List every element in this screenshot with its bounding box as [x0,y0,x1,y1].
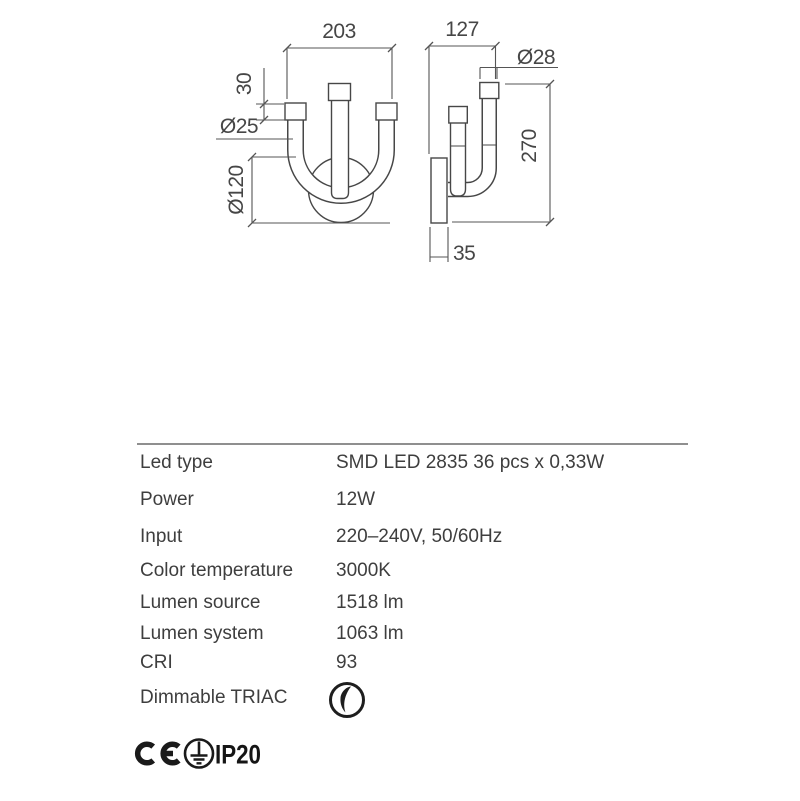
ip-rating: IP20 [215,739,261,770]
j-tube-cap [480,83,499,99]
dim-height: 270 [518,129,541,163]
spec-label: Lumen system [140,623,264,644]
spec-row-led-type [140,452,604,474]
side-front-tube-cap [449,107,468,124]
spec-label: Input [140,526,183,547]
protective-earth-icon [185,740,213,768]
table-top-rule [137,443,688,445]
spec-value: 1518 lm [336,592,404,613]
dim-plate-depth: 35 [453,242,476,265]
dimmable-icon [327,680,367,720]
spec-row-input [140,526,502,548]
wall-plate [431,158,447,223]
ce-mark-icon [138,744,179,763]
spec-label: Led type [140,452,213,473]
spec-row-color-temperature [140,560,391,582]
side-front-tube [451,122,466,196]
technical-drawing [0,0,800,300]
side-view-drawing [431,83,499,224]
spec-row-lumen-system [140,623,404,645]
spec-label: Color temperature [140,560,294,581]
spec-value: 93 [336,652,358,673]
dim-front-width: 203 [322,20,356,43]
center-tube [332,100,349,199]
spec-value: SMD LED 2835 36 pcs x 0,33W [336,452,605,473]
right-tube-cap [376,103,397,120]
spec-value: 12W [336,489,376,510]
dim-side-width: 127 [445,18,479,41]
left-tube-cap [285,103,306,120]
spec-label: Dimmable TRIAC [140,687,288,708]
spec-row-cri [140,652,357,674]
dim-tip-length: 30 [233,72,256,96]
spec-value: 3000K [336,560,391,581]
dim-tube-diameter-front: Ø25 [219,115,259,138]
front-view-drawing [285,84,397,223]
spec-label: Lumen source [140,592,261,613]
spec-label: Power [140,489,194,510]
spec-value: 220–240V, 50/60Hz [336,526,503,547]
dim-canopy-diameter: Ø120 [225,165,248,215]
spec-row-power [140,489,375,511]
spec-label: CRI [140,652,173,673]
spec-value: 1063 lm [336,623,404,644]
spec-row-dimmable [140,687,336,709]
spec-row-lumen-source [140,592,404,614]
center-tube-cap [329,84,351,101]
dim-tube-diameter-side: Ø28 [516,46,556,69]
certification-marks [133,732,268,777]
